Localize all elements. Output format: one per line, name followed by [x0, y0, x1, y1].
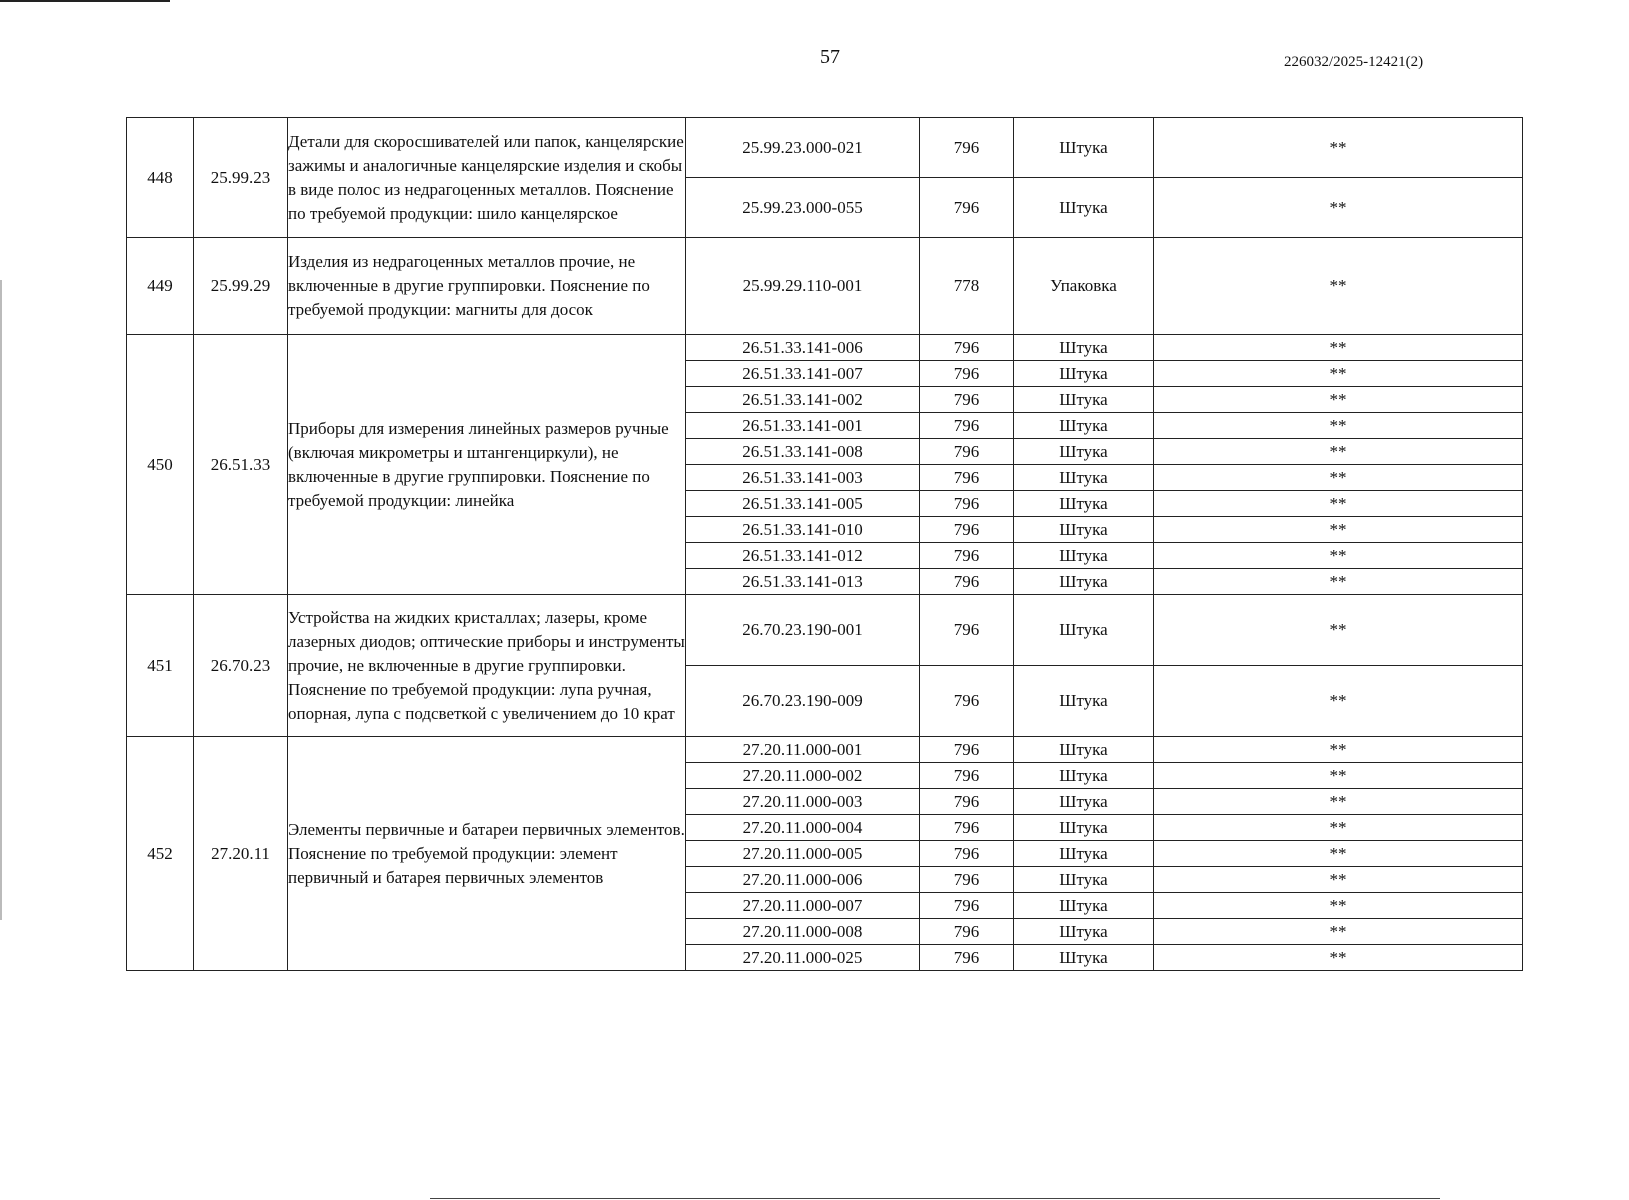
ktru-code: 27.20.11.000-006	[686, 867, 920, 893]
price-value: **	[1154, 517, 1523, 543]
unit-name: Штука	[1014, 335, 1154, 361]
ktru-code: 25.99.23.000-055	[686, 178, 920, 238]
price-value: **	[1154, 945, 1523, 971]
ktru-code: 26.51.33.141-001	[686, 413, 920, 439]
unit-name: Штука	[1014, 361, 1154, 387]
okpd-code: 26.70.23	[194, 595, 288, 737]
price-value: **	[1154, 763, 1523, 789]
ktru-code: 26.70.23.190-001	[686, 595, 920, 666]
ktru-code: 26.51.33.141-005	[686, 491, 920, 517]
price-value: **	[1154, 815, 1523, 841]
row-number: 449	[127, 238, 194, 335]
top-scan-rule	[0, 0, 170, 2]
unit-code: 796	[920, 178, 1014, 238]
table-row	[127, 737, 1523, 763]
ktru-code: 27.20.11.000-025	[686, 945, 920, 971]
unit-code: 796	[920, 763, 1014, 789]
price-value: **	[1154, 789, 1523, 815]
unit-code: 796	[920, 118, 1014, 178]
price-value: **	[1154, 238, 1523, 335]
unit-name: Штука	[1014, 543, 1154, 569]
unit-name: Штука	[1014, 945, 1154, 971]
ktru-code: 26.51.33.141-012	[686, 543, 920, 569]
price-value: **	[1154, 737, 1523, 763]
unit-name: Штука	[1014, 569, 1154, 595]
price-value: **	[1154, 118, 1523, 178]
unit-code: 796	[920, 737, 1014, 763]
row-number: 452	[127, 737, 194, 971]
price-value: **	[1154, 491, 1523, 517]
product-table	[126, 117, 1523, 971]
unit-name: Штука	[1014, 465, 1154, 491]
unit-name: Упаковка	[1014, 238, 1154, 335]
product-description: Изделия из недрагоценных металлов прочие, не включенные в другие группировки. Пояснение по требуемой продукции: магниты для досок	[288, 238, 686, 335]
row-number: 448	[127, 118, 194, 238]
price-value: **	[1154, 893, 1523, 919]
unit-code: 796	[920, 789, 1014, 815]
table-row	[127, 595, 1523, 666]
page-number: 57	[820, 46, 840, 68]
unit-code: 796	[920, 335, 1014, 361]
ktru-code: 26.51.33.141-003	[686, 465, 920, 491]
ktru-code: 26.70.23.190-009	[686, 666, 920, 737]
unit-name: Штука	[1014, 666, 1154, 737]
ktru-code: 26.51.33.141-008	[686, 439, 920, 465]
price-value: **	[1154, 178, 1523, 238]
product-description: Элементы первичные и батареи первичных элементов. Пояснение по требуемой продукции: элемент первичный и батарея первичных элементов	[288, 737, 686, 971]
ktru-code: 27.20.11.000-003	[686, 789, 920, 815]
table-row	[127, 118, 1523, 178]
unit-name: Штука	[1014, 789, 1154, 815]
unit-code: 796	[920, 413, 1014, 439]
ktru-code: 27.20.11.000-005	[686, 841, 920, 867]
unit-code: 796	[920, 517, 1014, 543]
unit-code: 796	[920, 439, 1014, 465]
unit-code: 796	[920, 815, 1014, 841]
price-value: **	[1154, 569, 1523, 595]
unit-name: Штука	[1014, 118, 1154, 178]
price-value: **	[1154, 465, 1523, 491]
unit-code: 796	[920, 465, 1014, 491]
unit-code: 796	[920, 893, 1014, 919]
ktru-code: 26.51.33.141-006	[686, 335, 920, 361]
product-description: Приборы для измерения линейных размеров ручные (включая микрометры и штангенциркули), не включенные в другие группировки. Пояснение по требуемой продукции: линейка	[288, 335, 686, 595]
okpd-code: 27.20.11	[194, 737, 288, 971]
unit-code: 796	[920, 569, 1014, 595]
price-value: **	[1154, 361, 1523, 387]
unit-code: 796	[920, 666, 1014, 737]
unit-code: 796	[920, 491, 1014, 517]
ktru-code: 27.20.11.000-007	[686, 893, 920, 919]
unit-name: Штука	[1014, 595, 1154, 666]
price-value: **	[1154, 595, 1523, 666]
document-id: 226032/2025-12421(2)	[1284, 54, 1424, 70]
ktru-code: 27.20.11.000-002	[686, 763, 920, 789]
unit-code: 796	[920, 361, 1014, 387]
unit-code: 796	[920, 387, 1014, 413]
unit-code: 796	[920, 945, 1014, 971]
okpd-code: 25.99.23	[194, 118, 288, 238]
row-number: 450	[127, 335, 194, 595]
row-number: 451	[127, 595, 194, 737]
unit-name: Штука	[1014, 491, 1154, 517]
price-value: **	[1154, 335, 1523, 361]
unit-name: Штука	[1014, 413, 1154, 439]
unit-name: Штука	[1014, 919, 1154, 945]
ktru-code: 26.51.33.141-013	[686, 569, 920, 595]
price-value: **	[1154, 867, 1523, 893]
bottom-scan-rule	[430, 1198, 1440, 1199]
unit-name: Штука	[1014, 763, 1154, 789]
ktru-code: 26.51.33.141-007	[686, 361, 920, 387]
ktru-code: 25.99.23.000-021	[686, 118, 920, 178]
price-value: **	[1154, 439, 1523, 465]
unit-code: 796	[920, 595, 1014, 666]
ktru-code: 26.51.33.141-002	[686, 387, 920, 413]
price-value: **	[1154, 919, 1523, 945]
unit-name: Штука	[1014, 841, 1154, 867]
okpd-code: 26.51.33	[194, 335, 288, 595]
left-scan-edge	[0, 280, 2, 920]
unit-code: 796	[920, 841, 1014, 867]
product-description: Устройства на жидких кристаллах; лазеры, кроме лазерных диодов; оптические приборы и инструменты прочие, не включенные в другие группировки. Пояснение по требуемой продукции: лупа ручная, опорная, лупа с подсветкой с увеличением до 10 крат	[288, 595, 686, 737]
price-value: **	[1154, 666, 1523, 737]
price-value: **	[1154, 413, 1523, 439]
unit-name: Штука	[1014, 815, 1154, 841]
ktru-code: 27.20.11.000-008	[686, 919, 920, 945]
table-row	[127, 238, 1523, 335]
unit-name: Штука	[1014, 867, 1154, 893]
ktru-code: 27.20.11.000-004	[686, 815, 920, 841]
unit-name: Штука	[1014, 439, 1154, 465]
unit-code: 778	[920, 238, 1014, 335]
unit-name: Штука	[1014, 517, 1154, 543]
unit-name: Штука	[1014, 178, 1154, 238]
table-row	[127, 335, 1523, 361]
ktru-code: 26.51.33.141-010	[686, 517, 920, 543]
ktru-code: 25.99.29.110-001	[686, 238, 920, 335]
unit-code: 796	[920, 867, 1014, 893]
okpd-code: 25.99.29	[194, 238, 288, 335]
unit-name: Штука	[1014, 737, 1154, 763]
ktru-code: 27.20.11.000-001	[686, 737, 920, 763]
unit-code: 796	[920, 543, 1014, 569]
unit-name: Штука	[1014, 893, 1154, 919]
price-value: **	[1154, 543, 1523, 569]
price-value: **	[1154, 841, 1523, 867]
product-description: Детали для скоросшивателей или папок, канцелярские зажимы и аналогичные канцелярские изделия и скобы в виде полос из недрагоценных металлов. Пояснение по требуемой продукции: шило канцелярское	[288, 118, 686, 238]
price-value: **	[1154, 387, 1523, 413]
unit-code: 796	[920, 919, 1014, 945]
unit-name: Штука	[1014, 387, 1154, 413]
